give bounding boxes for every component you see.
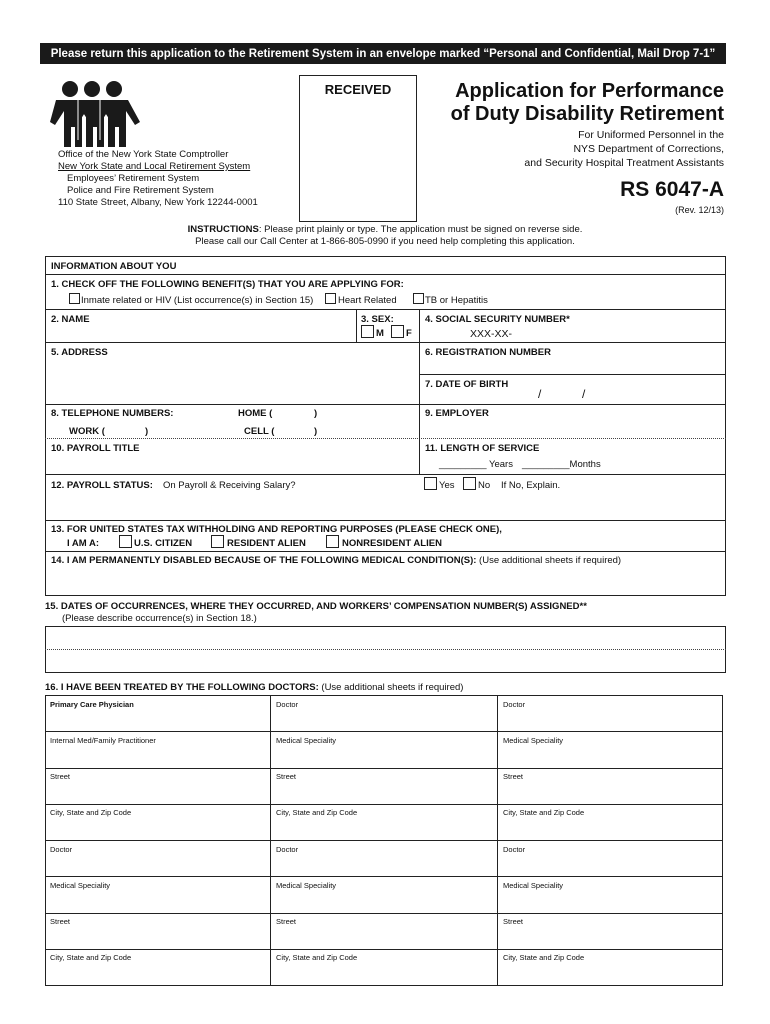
- doctor-cell[interactable]: Doctor: [503, 700, 526, 709]
- doctor-cell[interactable]: City, State and Zip Code: [50, 953, 132, 962]
- length-of-service-label: 11. LENGTH OF SERVICE: [425, 443, 540, 454]
- tb-hepatitis-label: TB or Hepatitis: [425, 295, 488, 306]
- form-revision: (Rev. 12/13): [675, 205, 724, 215]
- doctor-cell[interactable]: Doctor: [276, 845, 299, 854]
- doctor-cell[interactable]: Street: [503, 917, 524, 926]
- doctor-cell[interactable]: Doctor: [50, 845, 73, 854]
- doctor-cell[interactable]: Street: [50, 917, 71, 926]
- doctor-cell[interactable]: Street: [503, 772, 524, 781]
- payroll-status-label: 12. PAYROLL STATUS:: [51, 480, 153, 491]
- sex-m-checkbox[interactable]: [361, 325, 374, 338]
- occurrences-label: 15. DATES OF OCCURRENCES, WHERE THEY OCCURRED, AND WORKERS’ COMPENSATION NUMBER(S) ASSIGNED**: [45, 601, 587, 612]
- tax-withholding-label: 13. FOR UNITED STATES TAX WITHHOLDING AND REPORTING PURPOSES (PLEASE CHECK ONE),: [51, 524, 502, 535]
- inmate-hiv-checkbox[interactable]: [69, 293, 80, 304]
- office-address: Office of the New York State Comptroller New York State and Local Retirement System Employees’ Retirement System Police and Fire Retirement System 110 State Street, Albany, New York 12244-0001: [58, 149, 258, 208]
- doctor-cell[interactable]: Medical Speciality: [276, 736, 337, 745]
- sex-f-label: F: [406, 328, 412, 339]
- doctor-cell[interactable]: Street: [276, 917, 297, 926]
- doctor-cell[interactable]: Internal Med/Family Practitioner: [50, 736, 156, 745]
- resident-alien-label: RESIDENT ALIEN: [227, 538, 306, 549]
- dob-separator-1: /: [538, 387, 542, 401]
- info-header: INFORMATION ABOUT YOU: [51, 261, 177, 272]
- payroll-yes-checkbox[interactable]: [424, 477, 437, 490]
- payroll-yes-label: Yes: [439, 480, 455, 491]
- doctor-cell[interactable]: Doctor: [503, 845, 526, 854]
- i-am-a-label: I AM A:: [67, 538, 100, 549]
- form-title: Application for Performance of Duty Disability Retirement: [450, 80, 724, 125]
- address-label: 5. ADDRESS: [51, 347, 108, 358]
- registration-number-label: 6. REGISTRATION NUMBER: [425, 347, 551, 358]
- cell-phone-label: CELL (: [244, 426, 275, 437]
- sex-f-checkbox[interactable]: [391, 325, 404, 338]
- doctor-cell[interactable]: City, State and Zip Code: [503, 808, 585, 817]
- doctors-label: 16. I HAVE BEEN TREATED BY THE FOLLOWING DOCTORS: (Use additional sheets if required): [45, 682, 464, 693]
- ssn-label: 4. SOCIAL SECURITY NUMBER*: [425, 314, 570, 325]
- cell-phone-close: ): [314, 426, 318, 437]
- doctor-cell[interactable]: Medical Speciality: [503, 881, 564, 890]
- doctor-cell[interactable]: City, State and Zip Code: [50, 808, 132, 817]
- us-citizen-label: U.S. CITIZEN: [134, 538, 193, 549]
- q1-label: 1. CHECK OFF THE FOLLOWING BENEFIT(S) THAT YOU ARE APPLYING FOR:: [51, 279, 404, 290]
- nys-retirement-logo-icon: [44, 80, 140, 148]
- instructions: INSTRUCTIONS: Please print plainly or type. The application must be signed on reverse side. Please call our Call Center at 1-866-805-0990 if you need help completing this application.: [187, 224, 583, 247]
- years-field[interactable]: _________ Years: [439, 459, 513, 470]
- heart-related-checkbox[interactable]: [325, 293, 336, 304]
- dob-separator-2: /: [582, 387, 586, 401]
- doctor-cell[interactable]: Primary Care Physician: [50, 700, 134, 709]
- payroll-explain-label: If No, Explain.: [501, 480, 561, 491]
- doctor-cell[interactable]: City, State and Zip Code: [276, 808, 358, 817]
- work-phone-close: ): [145, 426, 149, 437]
- payroll-no-checkbox[interactable]: [463, 477, 476, 490]
- months-field[interactable]: _________Months: [522, 459, 601, 470]
- medical-conditions-label: 14. I AM PERMANENTLY DISABLED BECAUSE OF THE FOLLOWING MEDICAL CONDITION(S): (Use additional sheets if required): [51, 555, 622, 566]
- nonresident-alien-label: NONRESIDENT ALIEN: [342, 538, 442, 549]
- return-instructions-banner: Please return this application to the Retirement System in an envelope marked “Personal and Confidential, Mail Drop 7-1”: [40, 43, 726, 64]
- nonresident-alien-checkbox[interactable]: [326, 535, 339, 548]
- telephone-label: 8. TELEPHONE NUMBERS:: [51, 408, 174, 419]
- payroll-no-label: No: [478, 480, 491, 491]
- ssn-value[interactable]: XXX-XX-: [470, 328, 513, 340]
- form-subtitle: For Uniformed Personnel in the NYS Department of Corrections, and Security Hospital Treatment Assistants: [524, 129, 724, 169]
- doctor-cell[interactable]: City, State and Zip Code: [276, 953, 358, 962]
- name-label: 2. NAME: [51, 314, 90, 325]
- doctor-cell[interactable]: City, State and Zip Code: [503, 953, 585, 962]
- resident-alien-checkbox[interactable]: [211, 535, 224, 548]
- home-phone-label: HOME (: [238, 408, 273, 419]
- heart-related-label: Heart Related: [338, 295, 397, 306]
- date-of-birth-label: 7. DATE OF BIRTH: [425, 379, 509, 390]
- doctor-cell[interactable]: Doctor: [276, 700, 299, 709]
- inmate-hiv-label: Inmate related or HIV (List occurrence(s) in Section 15): [81, 295, 314, 306]
- received-stamp-box: [299, 75, 417, 222]
- sex-m-label: M: [376, 328, 384, 339]
- doctor-cell[interactable]: Medical Speciality: [503, 736, 564, 745]
- payroll-status-question: On Payroll & Receiving Salary?: [163, 480, 296, 491]
- work-phone-label: WORK (: [69, 426, 105, 437]
- sex-label: 3. SEX:: [361, 314, 394, 325]
- doctor-cell[interactable]: Street: [276, 772, 297, 781]
- doctor-cell[interactable]: Medical Speciality: [276, 881, 337, 890]
- us-citizen-checkbox[interactable]: [119, 535, 132, 548]
- received-label: RECEIVED: [324, 82, 392, 97]
- home-phone-close: ): [314, 408, 318, 419]
- employer-label: 9. EMPLOYER: [425, 408, 489, 419]
- doctor-cell[interactable]: Street: [50, 772, 71, 781]
- payroll-title-label: 10. PAYROLL TITLE: [51, 443, 140, 454]
- form-number: RS 6047-A: [620, 178, 724, 201]
- doctor-cell[interactable]: Medical Speciality: [50, 881, 111, 890]
- tb-hepatitis-checkbox[interactable]: [413, 293, 424, 304]
- occurrences-note: (Please describe occurrence(s) in Section 18.): [62, 613, 257, 624]
